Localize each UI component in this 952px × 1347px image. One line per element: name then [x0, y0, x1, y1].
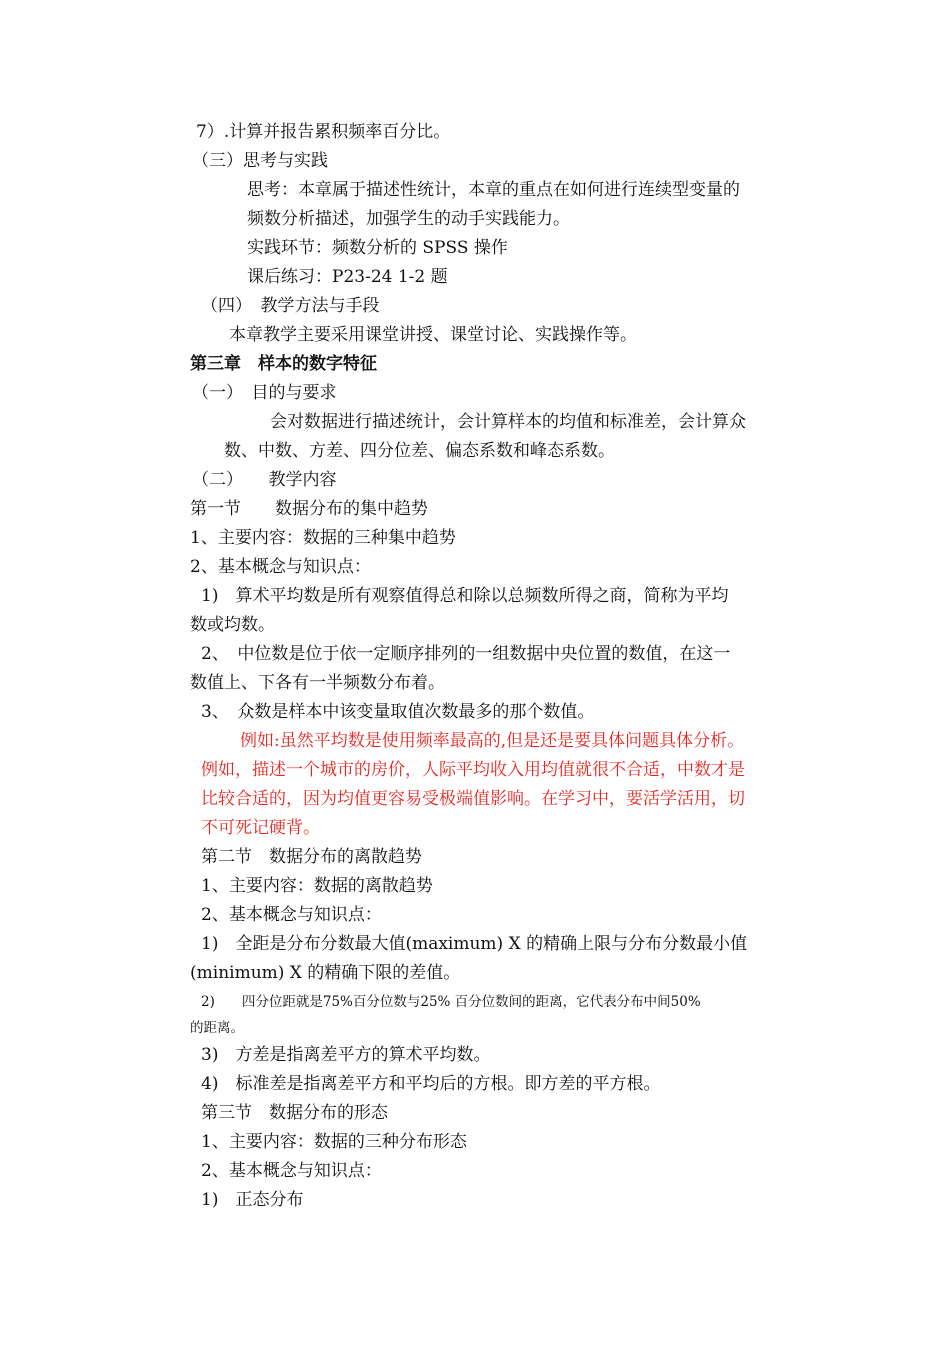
text-line: 数值上、下各有一半频数分布着。 [190, 673, 445, 693]
text-line: 2、基本概念与知识点： [190, 557, 371, 577]
text-line: 频数分析描述，加强学生的动手实践能力。 [247, 209, 570, 229]
text-line: 课后练习：P23-24 1-2 题 [247, 267, 448, 287]
section-heading: （一） 目的与要求 [192, 383, 337, 403]
section-heading: （三）思考与实践 [192, 151, 328, 171]
text-line: 1) 算术平均数是所有观察值得总和除以总频数所得之商，简称为平均 [201, 586, 729, 606]
text-line: 1、主要内容：数据的三种分布形态 [201, 1132, 467, 1152]
text-line: 实践环节：频数分析的 SPSS 操作 [247, 238, 508, 258]
text-line: 3、 众数是样本中该变量取值次数最多的那个数值。 [201, 702, 595, 722]
example-text: 不可死记硬背。 [201, 818, 320, 838]
text-line: 思考：本章属于描述性统计，本章的重点在如何进行连续型变量的 [247, 180, 740, 200]
text-line: 会对数据进行描述统计，会计算样本的均值和标准差，会计算众 [270, 412, 746, 432]
example-text: 例如，描述一个城市的房价，人际平均收入用均值就很不合适，中数才是 [201, 760, 745, 780]
text-line: 数或均数。 [190, 615, 275, 635]
text-line: 1) 全距是分布分数最大值(maximum) X 的精确上限与分布分数最小值 [201, 934, 748, 954]
text-line: 数、中数、方差、四分位差、偏态系数和峰态系数。 [224, 441, 615, 461]
text-line: 2、基本概念与知识点： [201, 905, 382, 925]
text-line: 1、主要内容：数据的三种集中趋势 [190, 528, 456, 548]
text-line: 2) 四分位距就是75%百分位数与25% 百分位数间的距离，它代表分布中间50% [201, 994, 701, 1010]
text-line: 1、主要内容：数据的离散趋势 [201, 876, 433, 896]
text-line: 4) 标准差是指离差平方和平均后的方根。即方差的平方根。 [201, 1074, 661, 1094]
text-line: 1) 正态分布 [201, 1190, 304, 1210]
text-line: 的距离。 [190, 1020, 244, 1036]
section-heading: （二） 教学内容 [192, 470, 337, 490]
text-line: 3) 方差是指离差平方的算术平均数。 [201, 1045, 491, 1065]
section-heading: 第一节 数据分布的集中趋势 [190, 499, 428, 519]
chapter-title: 第三章 样本的数字特征 [190, 354, 377, 374]
section-heading: 第二节 数据分布的离散趋势 [201, 847, 422, 867]
example-text: 比较合适的，因为均值更容易受极端值影响。在学习中，要活学活用，切 [201, 789, 745, 809]
text-line: 2、基本概念与知识点： [201, 1161, 382, 1181]
section-heading: 第三节 数据分布的形态 [201, 1103, 388, 1123]
section-heading: （四） 教学方法与手段 [201, 296, 380, 316]
text-line: (minimum) X 的精确下限的差值。 [190, 963, 461, 983]
text-line: 本章教学主要采用课堂讲授、课堂讨论、实践操作等。 [229, 325, 637, 345]
example-text: 例如:虽然平均数是使用频率最高的,但是还是要具体问题具体分析。 [240, 731, 745, 751]
text-line: 2、 中位数是位于依一定顺序排列的一组数据中央位置的数值，在这一 [201, 644, 731, 664]
text-line: 7）.计算并报告累积频率百分比。 [196, 122, 451, 142]
